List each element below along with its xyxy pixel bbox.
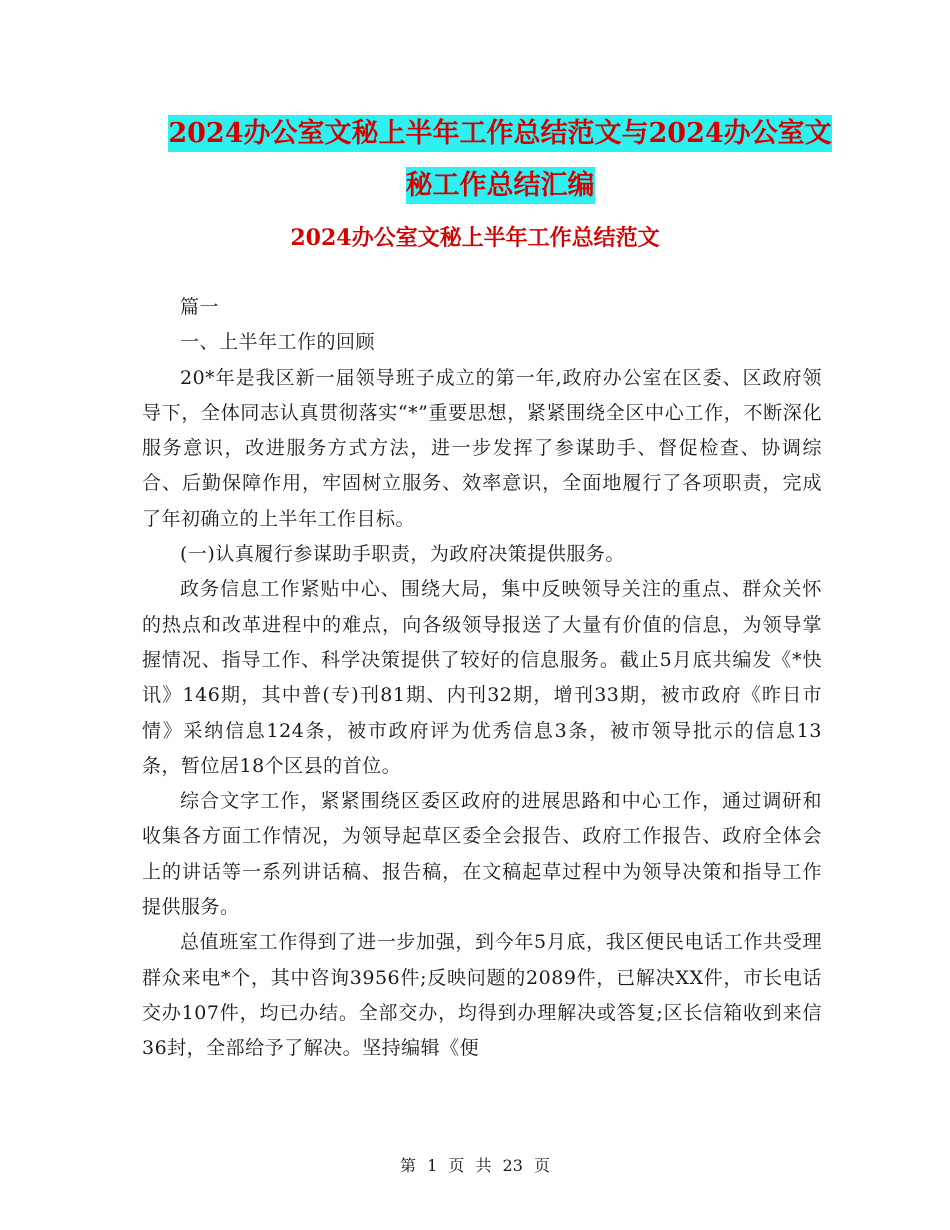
paragraph: 总值班室工作得到了进一步加强，到今年5月底，我区便民电话工作共受理群众来电*个，其中咨询3956件;反映问题的2089件，已解决XX件，市长电话交办107件，均已办结。全部交办，均得到办理解决或答复;区长信箱收到来信36封，全部给予了解决。坚持编辑《便 (142, 931, 822, 1060)
paragraph: 综合文字工作，紧紧围绕区委区政府的进展思路和中心工作，通过调研和收集各方面工作情况，为领导起草区委全会报告、政府工作报告、政府全体会上的讲话等一系列讲话稿、报告稿，在文稿起草过程中为领导决策和指导工作提供服务。 (142, 790, 822, 919)
paragraph: 20*年是我区新一届领导班子成立的第一年,政府办公室在区委、区政府领导下，全体同志认真贯彻落实“*”重要思想，紧紧围绕全区中心工作，不断深化服务意识，改进服务方式方法，进一步发挥了参谋助手、督促检查、协调综合、后勤保障作用，牢固树立服务、效率意识，全面地履行了各项职责，完成了年初确立的上半年工作目标。 (142, 366, 822, 530)
section-title: 2024办公室文秘上半年工作总结范文 (290, 225, 660, 251)
title-line-1: 2024办公室文秘上半年工作总结范文与2024办公室文 (168, 115, 831, 152)
title-line-2: 秘工作总结汇编 (406, 167, 595, 204)
paragraph: 一、上半年工作的回顾 (180, 331, 376, 354)
paragraph: 篇一 (180, 296, 220, 318)
paragraph: 政务信息工作紧贴中心、围绕大局，集中反映领导关注的重点、群众关怀的热点和改革进程中的难点，向各级领导报送了大量有价值的信息，为领导掌握情况、指导工作、科学决策提供了较好的信息服务。截止5月底共编发《*快讯》146期，其中普(专)刊81期、内刊32期，增刊33期，被市政府《昨日市情》采纳信息124条，被市政府评为优秀信息3条，被市领导批示的信息13条，暂位居18个区县的首位。 (142, 578, 822, 777)
paragraph: (一)认真履行参谋助手职责，为政府决策提供服务。 (180, 543, 625, 566)
document-title (140, 108, 860, 212)
document-body (142, 290, 822, 1067)
page-footer: 第 1 页 共 23 页 (400, 1156, 550, 1175)
